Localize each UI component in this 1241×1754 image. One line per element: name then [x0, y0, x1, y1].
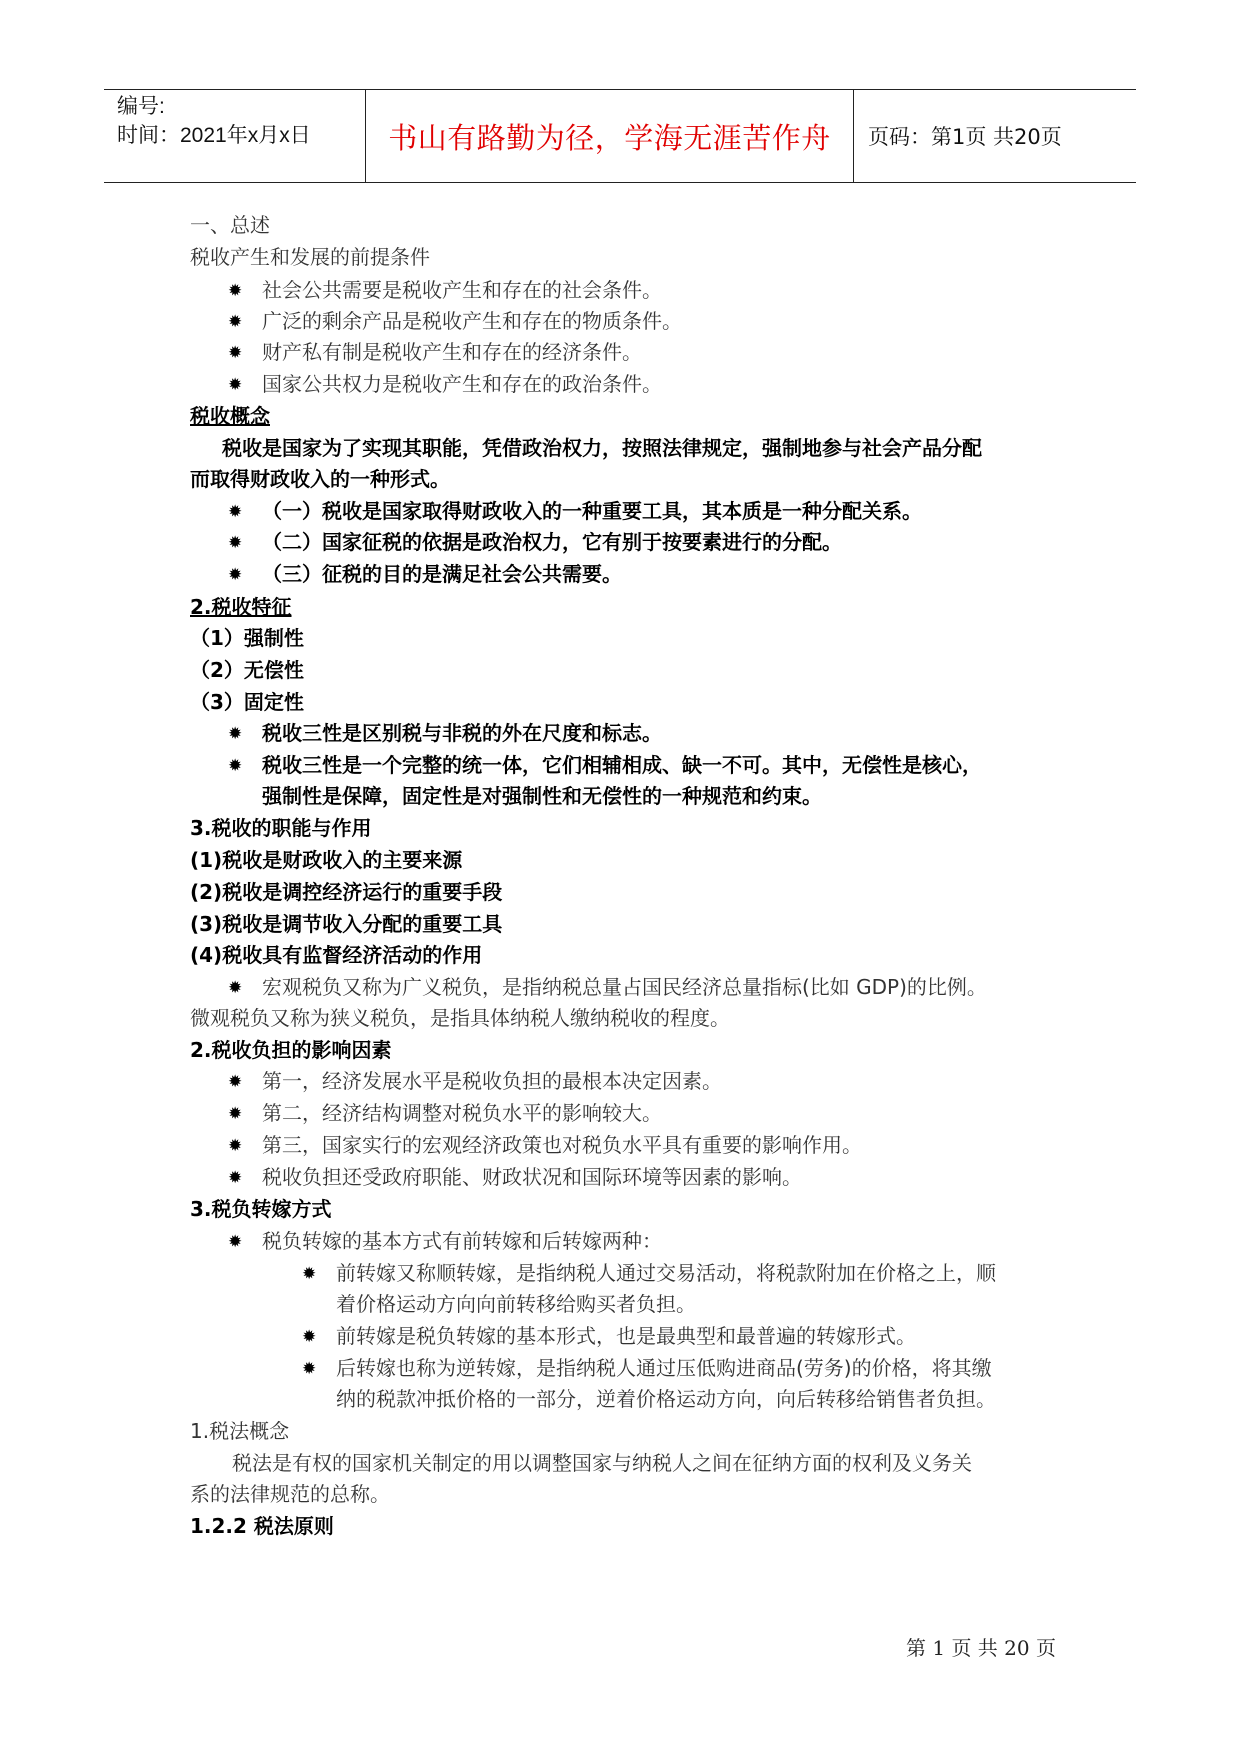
bullet-icon: ✹ — [228, 724, 243, 744]
paragraph-line: 宏观税负又称为广义税负，是指纳税总量占国民经济总量指标(比如 GDP)的比例。 — [262, 975, 987, 999]
header-motto: 书山有路勤为径，学海无涯苦作舟 — [366, 90, 854, 182]
list-item: 第二，经济结构调整对税负水平的影响较大。 — [262, 1101, 662, 1125]
paragraph-line: 系的法律规范的总称。 — [190, 1482, 390, 1506]
list-item: （2）无偿性 — [190, 658, 304, 682]
subheading: 3.税负转嫁方式 — [190, 1197, 332, 1221]
paragraph-line: 而取得财政收入的一种形式。 — [190, 467, 450, 491]
bullet-icon: ✹ — [228, 533, 243, 553]
list-item: 广泛的剩余产品是税收产生和存在的物质条件。 — [262, 309, 682, 333]
list-item: 税收三性是区别税与非税的外在尺度和标志。 — [262, 721, 662, 745]
bullet-icon: ✹ — [228, 375, 243, 395]
bullet-icon: ✹ — [228, 1232, 243, 1252]
list-item: 财产私有制是税收产生和存在的经济条件。 — [262, 340, 642, 364]
bullet-icon: ✹ — [228, 1136, 243, 1156]
list-item: 税收负担还受政府职能、财政状况和国际环境等因素的影响。 — [262, 1165, 802, 1189]
bullet-icon: ✹ — [228, 312, 243, 332]
list-item: 第三，国家实行的宏观经济政策也对税负水平具有重要的影响作用。 — [262, 1133, 862, 1157]
list-item: (4)税收具有监督经济活动的作用 — [190, 943, 483, 967]
list-item: （一）税收是国家取得财政收入的一种重要工具，其本质是一种分配关系。 — [262, 499, 922, 523]
list-item: 社会公共需要是税收产生和存在的社会条件。 — [262, 278, 662, 302]
bullet-icon: ✹ — [302, 1264, 317, 1284]
document-header — [104, 89, 1136, 183]
list-item-continuation: 纳的税款冲抵价格的一部分，逆着价格运动方向，向后转移给销售者负担。 — [336, 1387, 996, 1411]
paragraph-line: 微观税负又称为狭义税负，是指具体纳税人缴纳税收的程度。 — [190, 1006, 730, 1030]
paragraph-line: 税收是国家为了实现其职能，凭借政治权力，按照法律规定，强制地参与社会产品分配 — [222, 436, 982, 460]
header-meta — [104, 90, 366, 182]
paragraph-line: 税法是有权的国家机关制定的用以调整国家与纳税人之间在征纳方面的权利及义务关 — [232, 1451, 972, 1475]
bullet-icon: ✹ — [302, 1359, 317, 1379]
list-item-continuation: 强制性是保障，固定性是对强制性和无偿性的一种规范和约束。 — [262, 784, 822, 808]
list-item: 税负转嫁的基本方式有前转嫁和后转嫁两种： — [262, 1229, 662, 1253]
bullet-icon: ✹ — [228, 502, 243, 522]
page-footer: 第 1 页 共 20 页 — [906, 1636, 1056, 1660]
bullet-icon: ✹ — [228, 756, 243, 776]
subheading: 税收产生和发展的前提条件 — [190, 245, 430, 269]
list-item: 前转嫁是税负转嫁的基本形式，也是最典型和最普遍的转嫁形式。 — [336, 1324, 916, 1348]
subheading: 税收概念 — [190, 404, 270, 428]
list-item: (3)税收是调节收入分配的重要工具 — [190, 912, 503, 936]
document-number-label: 编号: — [117, 95, 165, 118]
bullet-icon: ✹ — [228, 1072, 243, 1092]
bullet-icon: ✹ — [228, 343, 243, 363]
section-heading: 一、总述 — [190, 213, 270, 237]
list-item: (2)税收是调控经济运行的重要手段 — [190, 880, 503, 904]
bullet-icon: ✹ — [228, 1168, 243, 1188]
bullet-icon: ✹ — [228, 281, 243, 301]
list-item: 税收三性是一个完整的统一体，它们相辅相成、缺一不可。其中，无偿性是核心， — [262, 753, 982, 777]
document-time-label: 时间：2021年x月x日 — [117, 124, 311, 147]
subheading: 2.税收特征 — [190, 595, 292, 619]
list-item: 第一，经济发展水平是税收负担的最根本决定因素。 — [262, 1069, 722, 1093]
list-item-continuation: 着价格运动方向向前转移给购买者负担。 — [336, 1292, 696, 1316]
list-item: （1）强制性 — [190, 626, 304, 650]
header-page-info: 页码：第1页 共20页 — [868, 125, 1062, 149]
bullet-icon: ✹ — [228, 978, 243, 998]
bullet-icon: ✹ — [228, 565, 243, 585]
subheading: 1.2.2 税法原则 — [190, 1514, 334, 1538]
list-item: 后转嫁也称为逆转嫁，是指纳税人通过压低购进商品(劳务)的价格，将其缴 — [336, 1356, 992, 1380]
bullet-icon: ✹ — [302, 1327, 317, 1347]
bullet-icon: ✹ — [228, 1104, 243, 1124]
subheading: 1.税法概念 — [190, 1419, 290, 1443]
subheading: 3.税收的职能与作用 — [190, 816, 372, 840]
list-item: (1)税收是财政收入的主要来源 — [190, 848, 463, 872]
list-item: 国家公共权力是税收产生和存在的政治条件。 — [262, 372, 662, 396]
list-item: （3）固定性 — [190, 690, 304, 714]
subheading: 2.税收负担的影响因素 — [190, 1038, 392, 1062]
list-item: （三）征税的目的是满足社会公共需要。 — [262, 562, 622, 586]
list-item: （二）国家征税的依据是政治权力，它有别于按要素进行的分配。 — [262, 530, 842, 554]
list-item: 前转嫁又称顺转嫁，是指纳税人通过交易活动，将税款附加在价格之上，顺 — [336, 1261, 996, 1285]
